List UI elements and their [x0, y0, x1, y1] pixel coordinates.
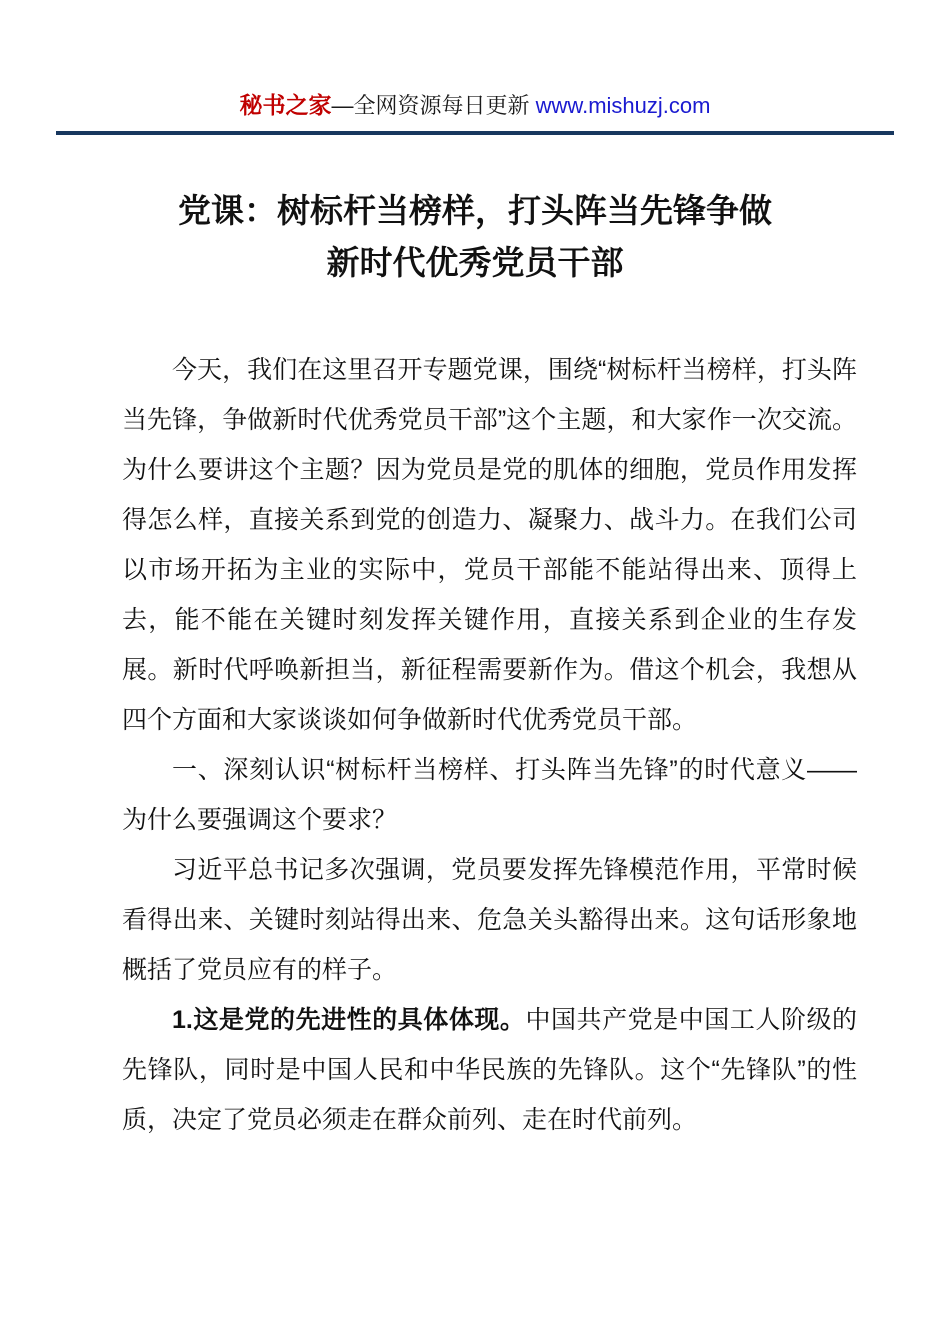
- paragraph-point-1: [122, 995, 857, 1145]
- site-header: [0, 0, 950, 119]
- document-body: [122, 345, 857, 1145]
- paragraph-quote: 习近平总书记多次强调，党员要发挥先锋模范作用，平常时候看得出来、关键时刻站得出来、危急关头豁得出来。这句话形象地概括了党员应有的样子。: [122, 856, 857, 984]
- paragraph-intro: 今天，我们在这里召开专题党课，围绕“树标杆当榜样，打头阵当先锋，争做新时代优秀党员干部”这个主题，和大家作一次交流。为什么要讲这个主题？因为党员是党的肌体的细胞，党员作用发挥得怎么样，直接关系到党的创造力、凝聚力、战斗力。在我们公司以市场开拓为主业的实际中，党员干部能不能站得出来、顶得上去，能不能在关键时刻发挥关键作用，直接关系到企业的生存发展。新时代呼唤新担当，新征程需要新作为。借这个机会，我想从四个方面和大家谈谈如何争做新时代优秀党员干部。: [122, 356, 857, 734]
- document-title: [108, 185, 843, 289]
- site-url-link[interactable]: www.mishuzj.com: [535, 93, 711, 118]
- paragraph-point-1-text: 中国共产党是中国工人阶级的先锋队，同时是中国人民和中华民族的先锋队。这个“先锋队”的性质，决定了党员必须走在群众前列、走在时代前列。: [122, 1006, 857, 1134]
- document-title-line-2: 新时代优秀党员干部: [326, 244, 624, 281]
- paragraph-section-heading: 一、深刻认识“树标杆当榜样、打头阵当先锋”的时代意义——为什么要强调这个要求？: [122, 756, 857, 834]
- site-brand: 秘书之家: [239, 92, 332, 118]
- site-tagline: —全网资源每日更新: [331, 93, 536, 118]
- header-divider: [56, 131, 894, 135]
- paragraph-point-1-bold-lead: 1.这是党的先进性的具体体现。: [172, 1006, 526, 1034]
- document-title-line-1: 党课：树标杆当榜样，打头阵当先锋争做: [178, 192, 772, 229]
